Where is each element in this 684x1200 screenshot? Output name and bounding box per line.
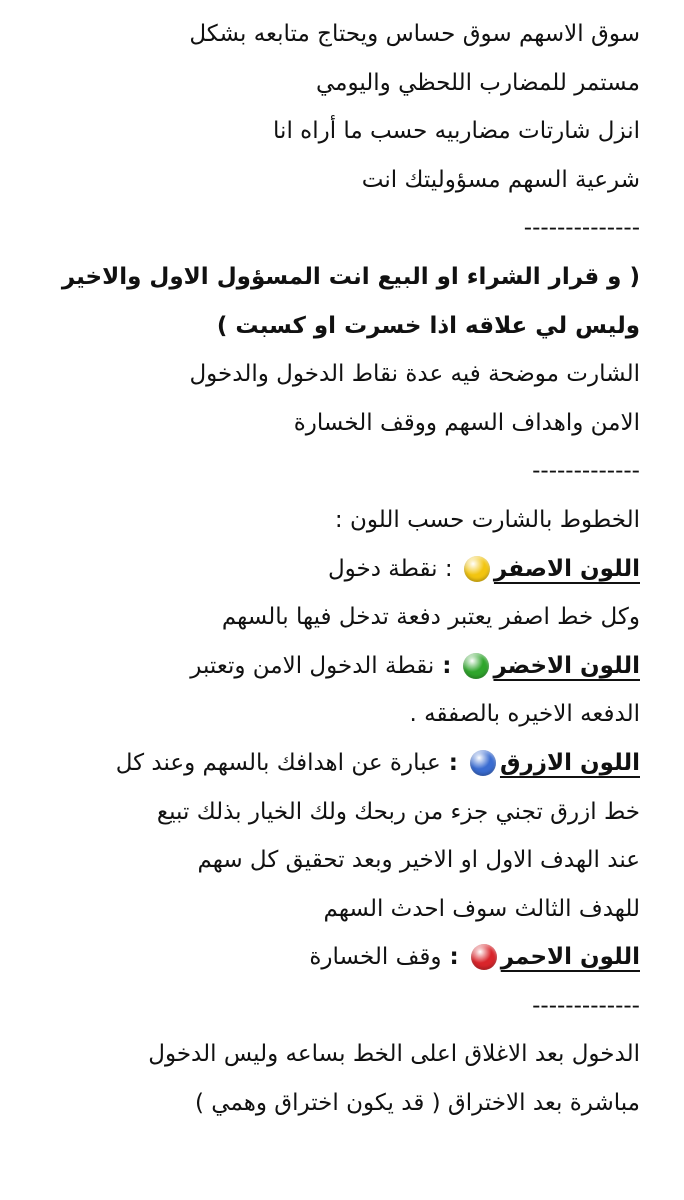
green-label: اللون الاخضر xyxy=(493,652,640,679)
yellow-separator: : xyxy=(437,555,460,582)
yellow-continuation: وكل خط اصفر يعتبر دفعة تدخل فيها بالسهم xyxy=(221,604,640,631)
red-description: وقف الخسارة xyxy=(309,944,442,971)
yellow-description: نقطة دخول xyxy=(327,555,438,582)
yellow-circle-icon xyxy=(464,556,490,582)
chart-description-line: الشارت موضحة فيه عدة نقاط الدخول والدخول xyxy=(189,361,640,388)
disclaimer-line: وليس لي علاقه اذا خسرت او كسبت ) xyxy=(216,312,640,339)
green-continuation: الدفعه الاخيره بالصفقه . xyxy=(409,701,640,728)
blue-continuation: للهدف الثالث سوف احدث السهم xyxy=(323,895,640,922)
green-legend-line xyxy=(40,642,640,691)
blue-continuation: خط ازرق تجني جزء من ربحك ولك الخيار بذلك تبيع xyxy=(156,798,640,825)
red-legend-line xyxy=(40,933,640,982)
red-separator: : xyxy=(441,944,467,971)
closing-line: مباشرة بعد الاختراق ( قد يكون اختراق وهمي ) xyxy=(195,1090,640,1117)
blue-legend-line xyxy=(40,739,640,788)
closing-line: الدخول بعد الاغلاق اعلى الخط بساعه وليس الدخول xyxy=(148,1041,640,1068)
blue-description: عبارة عن اهدافك بالسهم وعند كل xyxy=(115,749,441,776)
intro-line: سوق الاسهم سوق حساس ويحتاج متابعه بشكل xyxy=(189,21,640,47)
intro-line: مستمر للمضارب اللحظي واليومي xyxy=(315,69,640,96)
lines-heading: الخطوط بالشارت حسب اللون : xyxy=(334,506,640,533)
divider: ------------- xyxy=(532,992,640,1019)
chart-description-line: الامن واهداف السهم ووقف الخسارة xyxy=(293,409,640,436)
disclaimer-line: ( و قرار الشراء او البيع انت المسؤول الاول والاخير xyxy=(61,263,640,290)
blue-label: اللون الازرق xyxy=(499,749,640,776)
blue-circle-icon xyxy=(470,750,496,776)
divider: ------------- xyxy=(532,458,640,485)
intro-line: انزل شارتات مضاربيه حسب ما أراه انا xyxy=(273,118,640,145)
intro-line: شرعية السهم مسؤوليتك انت xyxy=(361,166,640,193)
divider: -------------- xyxy=(523,215,640,242)
yellow-legend-line xyxy=(40,545,640,594)
green-description: نقطة الدخول الامن وتعتبر xyxy=(190,652,435,679)
red-label: اللون الاحمر xyxy=(500,944,640,971)
yellow-label: اللون الاصفر xyxy=(493,555,640,582)
blue-separator: : xyxy=(440,749,466,776)
red-circle-icon xyxy=(471,944,497,970)
green-circle-icon xyxy=(463,653,489,679)
blue-continuation: عند الهدف الاول او الاخير وبعد تحقيق كل سهم xyxy=(197,847,640,874)
green-separator: : xyxy=(434,652,460,679)
